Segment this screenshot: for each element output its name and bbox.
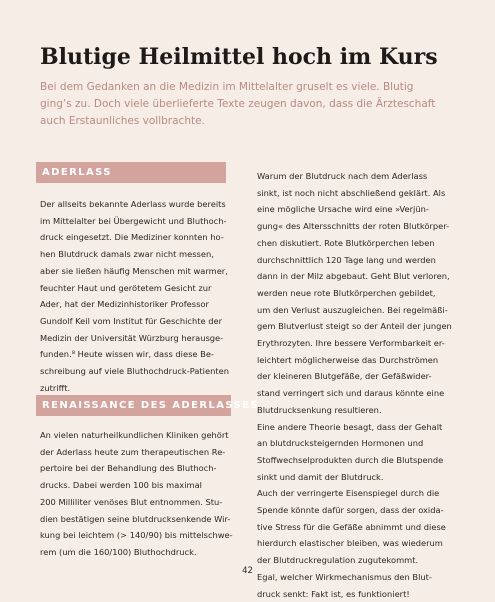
text-line: Erythrozyten. Ihre bessere Verformbarkeit er- [257,338,445,349]
lead-line: ging’s zu. Doch viele überlieferte Texte zeugen davon, dass die Ärzteschaft [40,98,436,110]
text-line: chen diskutiert. Rote Blutkörperchen leben [257,237,435,248]
text-line: hen Blutdruck damals zwar nicht messen, [40,249,214,260]
text-line: dann in der Milz abgebaut. Geht Blut verloren, [257,271,450,282]
text-line: pertoire bei der Behandlung des Bluthoch- [40,463,217,474]
text-line: Medizin der Universität Würzburg herausge- [40,332,224,343]
aderlass-paragraph [40,196,240,396]
renaissance-paragraph [40,427,240,561]
text-line: kung bei leichtem (> 140/90) bis mittelschwe- [40,530,233,541]
text-line: Spende könnte dafür sorgen, dass der oxida- [257,505,444,516]
text-line: Warum der Blutdruck nach dem Aderlass [257,171,428,181]
text-line: sinkt und damit der Blutdruck. [257,471,384,482]
text-line: druck senkt: Fakt ist, es funktioniert! [257,588,410,599]
text-line: der kleineren Blutgefäße, der Gefäßwider- [257,371,432,382]
text-line: Stoffwechselprodukten durch die Blutspende [257,454,444,465]
right-column-text [257,168,462,602]
text-line: stand verringert sich und daraus könnte eine [257,388,445,399]
text-line: Gundolf Keil vom Institut für Geschichte der [40,315,223,326]
section-heading-aderlass: ADERLASS [36,162,226,183]
section-heading-renaissance: RENAISSANCE DES ADERLASSES [36,395,231,416]
text-line: feuchter Haut und gerötetem Gesicht zur [40,282,212,293]
text-line: gung« des Altersschnitts der roten Blutkörper- [257,221,450,232]
text-line: eine mögliche Ursache wird eine »Verjün- [257,204,429,215]
text-line: hierdurch elastischer bleiben, was wiederum [257,538,443,549]
text-line: Egal, welcher Wirkmechanismus den Blut- [257,571,432,582]
text-line: Eine andere Theorie besagt, dass der Gehalt [257,421,443,432]
lead-line: auch Erstaunliches vollbrachte. [40,115,205,127]
text-line: drucks. Dabei werden 100 bis maximal [40,480,202,491]
text-line: gem Blutverlust steigt so der Anteil der jungen [257,321,452,332]
text-line: aber sie ließen häufig Menschen mit warmer, [40,265,228,276]
text-line: an blutdrucksteigernden Hormonen und [257,438,424,449]
text-line: werden neue rote Blutkörperchen gebildet, [257,287,436,298]
text-line: der Blutdruckregulation zugutekommt. [257,555,419,566]
page-title: Blutige Heilmittel hoch im Kurs [40,44,438,70]
text-line: Ader, hat der Medizinhistoriker Professor [40,299,209,310]
text-line: um den Verlust auszugleichen. Bei regelmäßi- [257,304,448,315]
text-line: dien bestätigen seine blutdrucksenkende Wir- [40,513,231,524]
text-line: Blutdrucksenkung resultieren. [257,404,382,415]
text-line: 200 Milliliter venöses Blut entnommen. Stu- [40,496,223,507]
text-line: durchschnittlich 120 Tage lang und werden [257,254,436,265]
text-line: leichtert möglicherweise das Durchströmen [257,354,439,365]
text-line: im Mittelalter bei Übergewicht und Bluthoch- [40,215,227,226]
text-line: zutrifft. [40,382,71,393]
text-line: schreibung auf viele Bluthochdruck-Patienten [40,366,229,377]
text-line: An vielen naturheilkundlichen Kliniken gehört [40,430,229,440]
lead-line: Bei dem Gedanken an die Medizin im Mittelalter gruselt es viele. Blutig [40,81,414,93]
text-line: sinkt, ist noch nicht abschließend geklärt. Als [257,187,446,198]
text-line: rem (um die 160/100) Bluthochdruck. [40,546,197,557]
lead-paragraph [40,79,440,130]
text-line: Der allseits bekannte Aderlass wurde bereits [40,199,226,209]
text-line: tive Stress für die Gefäße abnimmt und diese [257,521,446,532]
page-number: 42 [242,566,253,576]
text-line: Auch der verringerte Eisenspiegel durch die [257,488,440,499]
text-line: der Aderlass heute zum therapeutischen Re- [40,446,226,457]
text-line: funden.⁸ Heute wissen wir, dass diese Be- [40,349,214,360]
text-line: druck eingesetzt. Die Mediziner konnten ho- [40,232,224,243]
